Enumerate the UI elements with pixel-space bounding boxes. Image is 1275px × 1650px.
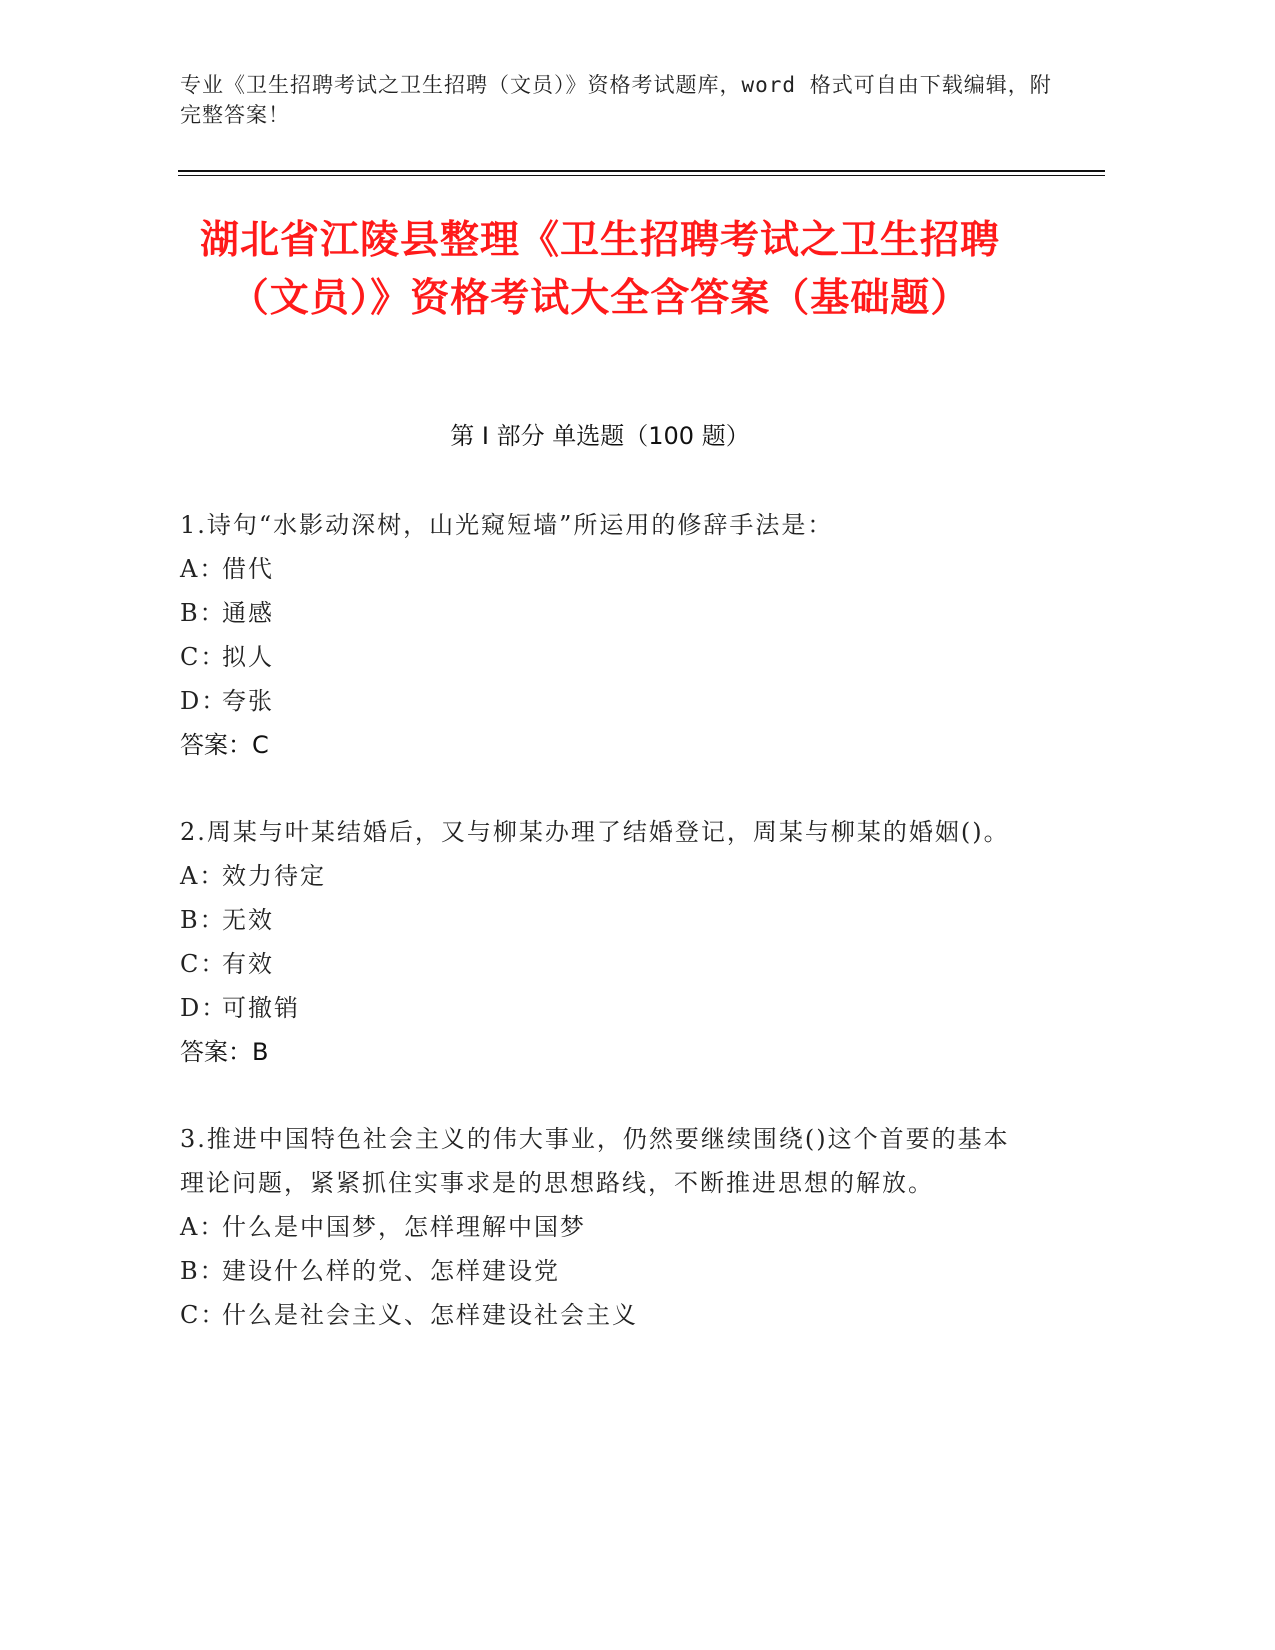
option-key: A： (180, 862, 226, 890)
option-b (180, 898, 1020, 942)
option-text: 夸张 (222, 687, 274, 715)
question-3 (180, 1117, 1020, 1337)
option-b (180, 1249, 1020, 1293)
question-2 (180, 810, 1020, 1074)
option-a (180, 854, 1020, 898)
option-key: D： (180, 687, 228, 715)
option-c (180, 1293, 1020, 1337)
option-b (180, 591, 1020, 635)
option-text: 有效 (222, 950, 274, 978)
option-key: C： (180, 1301, 227, 1329)
question-list (180, 503, 1020, 1380)
option-key: B： (180, 906, 226, 934)
option-key: B： (180, 599, 226, 627)
option-key: D： (180, 994, 228, 1022)
option-d (180, 986, 1020, 1030)
answer-line: 答案：C (180, 731, 269, 759)
option-text: 效力待定 (222, 862, 326, 890)
option-d (180, 679, 1020, 723)
header-note: 专业《卫生招聘考试之卫生招聘（文员）》资格考试题库，word 格式可自由下载编辑，附完整答案！ (180, 73, 1052, 127)
header-divider-thin (178, 175, 1105, 176)
option-key: C： (180, 643, 227, 671)
option-c (180, 635, 1020, 679)
answer-line: 答案：B (180, 1038, 269, 1066)
option-text: 通感 (222, 599, 274, 627)
question-text: 1.诗句“水影动深树，山光窥短墙”所运用的修辞手法是： (180, 511, 834, 539)
option-text: 什么是社会主义、怎样建设社会主义 (222, 1301, 638, 1329)
question-text: 3.推进中国特色社会主义的伟大事业，仍然要继续围绕()这个首要的基本理论问题，紧紧抓住实事求是的思想路线，不断推进思想的解放。 (180, 1125, 1010, 1197)
option-text: 无效 (222, 906, 274, 934)
section-title: 第 I 部分 单选题（100 题） (450, 422, 750, 450)
option-a (180, 547, 1020, 591)
option-text: 可撤销 (222, 994, 300, 1022)
document-title: 湖北省江陵县整理《卫生招聘考试之卫生招聘（文员）》资格考试大全含答案（基础题） (199, 218, 1000, 321)
option-text: 什么是中国梦，怎样理解中国梦 (222, 1213, 586, 1241)
option-key: A： (180, 555, 226, 583)
option-c (180, 942, 1020, 986)
option-key: B： (180, 1257, 226, 1285)
question-text: 2.周某与叶某结婚后，又与柳某办理了结婚登记，周某与柳某的婚姻()。 (180, 818, 1010, 846)
question-1 (180, 503, 1020, 767)
option-key: C： (180, 950, 227, 978)
header-divider (178, 170, 1105, 172)
option-text: 建设什么样的党、怎样建设党 (222, 1257, 560, 1285)
option-a (180, 1205, 1020, 1249)
option-text: 拟人 (222, 643, 274, 671)
option-key: A： (180, 1213, 226, 1241)
option-text: 借代 (222, 555, 274, 583)
